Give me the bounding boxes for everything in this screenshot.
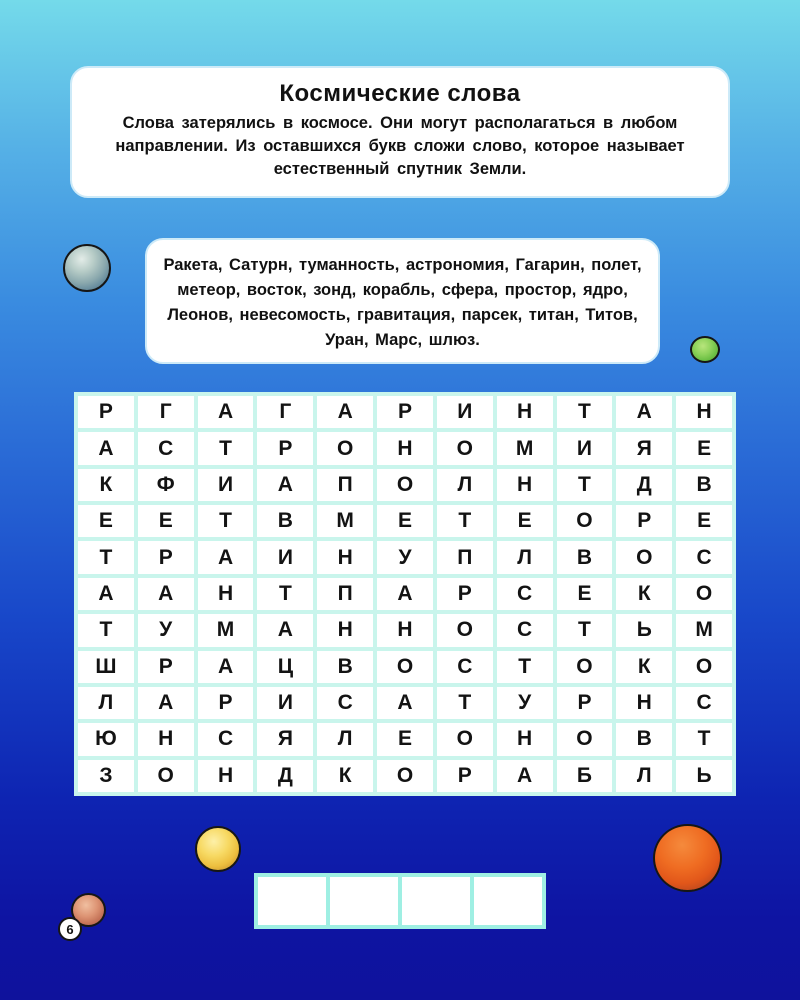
grid-cell-r6c4[interactable]: Т — [257, 578, 313, 610]
grid-cell-r11c7[interactable]: Р — [437, 760, 493, 792]
grid-cell-r5c11[interactable]: С — [676, 541, 732, 573]
gray-planet-icon — [63, 244, 111, 292]
grid-cell-r9c3[interactable]: Р — [198, 687, 254, 719]
answer-strip — [254, 873, 546, 929]
grid-cell-r2c5[interactable]: О — [317, 432, 373, 464]
header-card — [70, 66, 730, 198]
grid-cell-r3c10[interactable]: Д — [616, 469, 672, 501]
page-number-badge — [58, 917, 82, 941]
page-title: Космические слова — [279, 80, 521, 107]
grid-cell-r7c11[interactable]: М — [676, 614, 732, 646]
grid-cell-r7c1[interactable]: Т — [78, 614, 134, 646]
grid-cell-r3c1[interactable]: К — [78, 469, 134, 501]
grid-cell-r1c1[interactable]: Р — [78, 396, 134, 428]
grid-cell-r4c1[interactable]: Е — [78, 505, 134, 537]
grid-cell-r11c6[interactable]: О — [377, 760, 433, 792]
grid-cell-r9c7[interactable]: Т — [437, 687, 493, 719]
grid-cell-r3c11[interactable]: В — [676, 469, 732, 501]
grid-cell-r7c9[interactable]: Т — [557, 614, 613, 646]
grid-cell-r10c2[interactable]: Н — [138, 723, 194, 755]
grid-cell-r7c8[interactable]: С — [497, 614, 553, 646]
grid-cell-r11c8[interactable]: А — [497, 760, 553, 792]
grid-cell-r11c5[interactable]: К — [317, 760, 373, 792]
grid-cell-r10c11[interactable]: Т — [676, 723, 732, 755]
grid-cell-r5c8[interactable]: Л — [497, 541, 553, 573]
grid-cell-r5c3[interactable]: А — [198, 541, 254, 573]
grid-cell-r10c6[interactable]: Е — [377, 723, 433, 755]
grid-cell-r1c6[interactable]: Р — [377, 396, 433, 428]
grid-cell-r1c9[interactable]: Т — [557, 396, 613, 428]
grid-cell-r4c10[interactable]: Р — [616, 505, 672, 537]
grid-cell-r4c7[interactable]: Т — [437, 505, 493, 537]
grid-cell-r2c2[interactable]: С — [138, 432, 194, 464]
grid-cell-r9c2[interactable]: А — [138, 687, 194, 719]
grid-cell-r7c10[interactable]: Ь — [616, 614, 672, 646]
grid-cell-r2c7[interactable]: О — [437, 432, 493, 464]
grid-cell-r3c8[interactable]: Н — [497, 469, 553, 501]
answer-cell-3[interactable] — [402, 877, 470, 925]
grid-cell-r4c3[interactable]: Т — [198, 505, 254, 537]
grid-cell-r5c6[interactable]: У — [377, 541, 433, 573]
grid-cell-r11c3[interactable]: Н — [198, 760, 254, 792]
grid-cell-r10c1[interactable]: Ю — [78, 723, 134, 755]
grid-cell-r8c4[interactable]: Ц — [257, 651, 313, 683]
grid-cell-r7c2[interactable]: У — [138, 614, 194, 646]
grid-cell-r5c2[interactable]: Р — [138, 541, 194, 573]
answer-cell-4[interactable] — [474, 877, 542, 925]
letter-grid — [74, 392, 736, 796]
grid-cell-r9c8[interactable]: У — [497, 687, 553, 719]
grid-cell-r6c9[interactable]: Е — [557, 578, 613, 610]
word-list-text: Ракета, Сатурн, туманность, астрономия, Гагарин, полет, метеор, восток, зонд, корабль, сфера, простор, ядро, Леонов, невесомость, гравитация, парсек, титан, Титов, Уран, Марс, шлюз. — [163, 256, 642, 349]
grid-cell-r4c9[interactable]: О — [557, 505, 613, 537]
grid-cell-r4c6[interactable]: Е — [377, 505, 433, 537]
grid-cell-r10c10[interactable]: В — [616, 723, 672, 755]
grid-cell-r1c7[interactable]: И — [437, 396, 493, 428]
grid-cell-r7c7[interactable]: О — [437, 614, 493, 646]
grid-cell-r3c6[interactable]: О — [377, 469, 433, 501]
grid-cell-r8c3[interactable]: А — [198, 651, 254, 683]
grid-cell-r9c5[interactable]: С — [317, 687, 373, 719]
orange-planet-icon — [653, 824, 722, 892]
grid-cell-r9c9[interactable]: Р — [557, 687, 613, 719]
grid-cell-r9c1[interactable]: Л — [78, 687, 134, 719]
grid-cell-r5c4[interactable]: И — [257, 541, 313, 573]
grid-cell-r4c4[interactable]: В — [257, 505, 313, 537]
grid-cell-r8c10[interactable]: К — [616, 651, 672, 683]
grid-cell-r8c9[interactable]: О — [557, 651, 613, 683]
answer-cell-2[interactable] — [330, 877, 398, 925]
grid-cell-r6c2[interactable]: А — [138, 578, 194, 610]
grid-cell-r5c7[interactable]: П — [437, 541, 493, 573]
grid-cell-r4c2[interactable]: Е — [138, 505, 194, 537]
grid-cell-r10c7[interactable]: О — [437, 723, 493, 755]
instructions-text: Слова затерялись в космосе. Они могут располагаться в любом направлении. Из оставшихся букв сложи слово, которое называет естественный спутник Земли. — [115, 114, 685, 178]
grid-cell-r4c5[interactable]: М — [317, 505, 373, 537]
grid-cell-r11c2[interactable]: О — [138, 760, 194, 792]
grid-cell-r6c8[interactable]: С — [497, 578, 553, 610]
grid-cell-r4c8[interactable]: Е — [497, 505, 553, 537]
grid-cell-r3c5[interactable]: П — [317, 469, 373, 501]
grid-cell-r5c1[interactable]: Т — [78, 541, 134, 573]
grid-cell-r8c5[interactable]: В — [317, 651, 373, 683]
grid-cell-r1c4[interactable]: Г — [257, 396, 313, 428]
green-planet-icon — [690, 336, 720, 363]
grid-cell-r10c5[interactable]: Л — [317, 723, 373, 755]
grid-cell-r9c6[interactable]: А — [377, 687, 433, 719]
grid-cell-r2c8[interactable]: М — [497, 432, 553, 464]
grid-cell-r9c10[interactable]: Н — [616, 687, 672, 719]
grid-cell-r1c3[interactable]: А — [198, 396, 254, 428]
grid-cell-r8c7[interactable]: С — [437, 651, 493, 683]
word-list-card — [145, 238, 660, 364]
grid-cell-r6c10[interactable]: К — [616, 578, 672, 610]
grid-cell-r7c4[interactable]: А — [257, 614, 313, 646]
grid-cell-r11c4[interactable]: Д — [257, 760, 313, 792]
grid-cell-r8c11[interactable]: О — [676, 651, 732, 683]
grid-cell-r9c4[interactable]: И — [257, 687, 313, 719]
grid-cell-r2c6[interactable]: Н — [377, 432, 433, 464]
grid-cell-r11c1[interactable]: З — [78, 760, 134, 792]
grid-cell-r1c5[interactable]: А — [317, 396, 373, 428]
page-number: 6 — [66, 921, 74, 937]
grid-cell-r6c3[interactable]: Н — [198, 578, 254, 610]
grid-cell-r9c11[interactable]: С — [676, 687, 732, 719]
grid-cell-r7c6[interactable]: Н — [377, 614, 433, 646]
grid-cell-r6c1[interactable]: А — [78, 578, 134, 610]
grid-cell-r1c11[interactable]: Н — [676, 396, 732, 428]
grid-cell-r11c11[interactable]: Ь — [676, 760, 732, 792]
grid-cell-r10c4[interactable]: Я — [257, 723, 313, 755]
grid-cell-r2c11[interactable]: Е — [676, 432, 732, 464]
grid-cell-r8c2[interactable]: Р — [138, 651, 194, 683]
grid-cell-r3c7[interactable]: Л — [437, 469, 493, 501]
grid-cell-r5c10[interactable]: О — [616, 541, 672, 573]
grid-cell-r2c3[interactable]: Т — [198, 432, 254, 464]
grid-cell-r2c4[interactable]: Р — [257, 432, 313, 464]
grid-cell-r2c9[interactable]: И — [557, 432, 613, 464]
grid-cell-r5c9[interactable]: В — [557, 541, 613, 573]
grid-cell-r10c8[interactable]: Н — [497, 723, 553, 755]
grid-cell-r11c9[interactable]: Б — [557, 760, 613, 792]
grid-cell-r1c2[interactable]: Г — [138, 396, 194, 428]
grid-cell-r6c7[interactable]: Р — [437, 578, 493, 610]
grid-cell-r1c10[interactable]: А — [616, 396, 672, 428]
answer-cell-1[interactable] — [258, 877, 326, 925]
grid-cell-r10c9[interactable]: О — [557, 723, 613, 755]
grid-cell-r7c5[interactable]: Н — [317, 614, 373, 646]
grid-cell-r7c3[interactable]: М — [198, 614, 254, 646]
yellow-planet-icon — [195, 826, 241, 872]
grid-cell-r3c2[interactable]: Ф — [138, 469, 194, 501]
grid-cell-r1c8[interactable]: Н — [497, 396, 553, 428]
grid-cell-r11c10[interactable]: Л — [616, 760, 672, 792]
grid-cell-r8c1[interactable]: Ш — [78, 651, 134, 683]
grid-cell-r6c6[interactable]: А — [377, 578, 433, 610]
grid-cell-r6c5[interactable]: П — [317, 578, 373, 610]
grid-cell-r3c3[interactable]: И — [198, 469, 254, 501]
grid-cell-r4c11[interactable]: Е — [676, 505, 732, 537]
grid-cell-r2c1[interactable]: А — [78, 432, 134, 464]
grid-cell-r3c4[interactable]: А — [257, 469, 313, 501]
grid-cell-r8c6[interactable]: О — [377, 651, 433, 683]
grid-cell-r6c11[interactable]: О — [676, 578, 732, 610]
grid-cell-r2c10[interactable]: Я — [616, 432, 672, 464]
grid-cell-r10c3[interactable]: С — [198, 723, 254, 755]
grid-cell-r3c9[interactable]: Т — [557, 469, 613, 501]
grid-cell-r8c8[interactable]: Т — [497, 651, 553, 683]
grid-cell-r5c5[interactable]: Н — [317, 541, 373, 573]
